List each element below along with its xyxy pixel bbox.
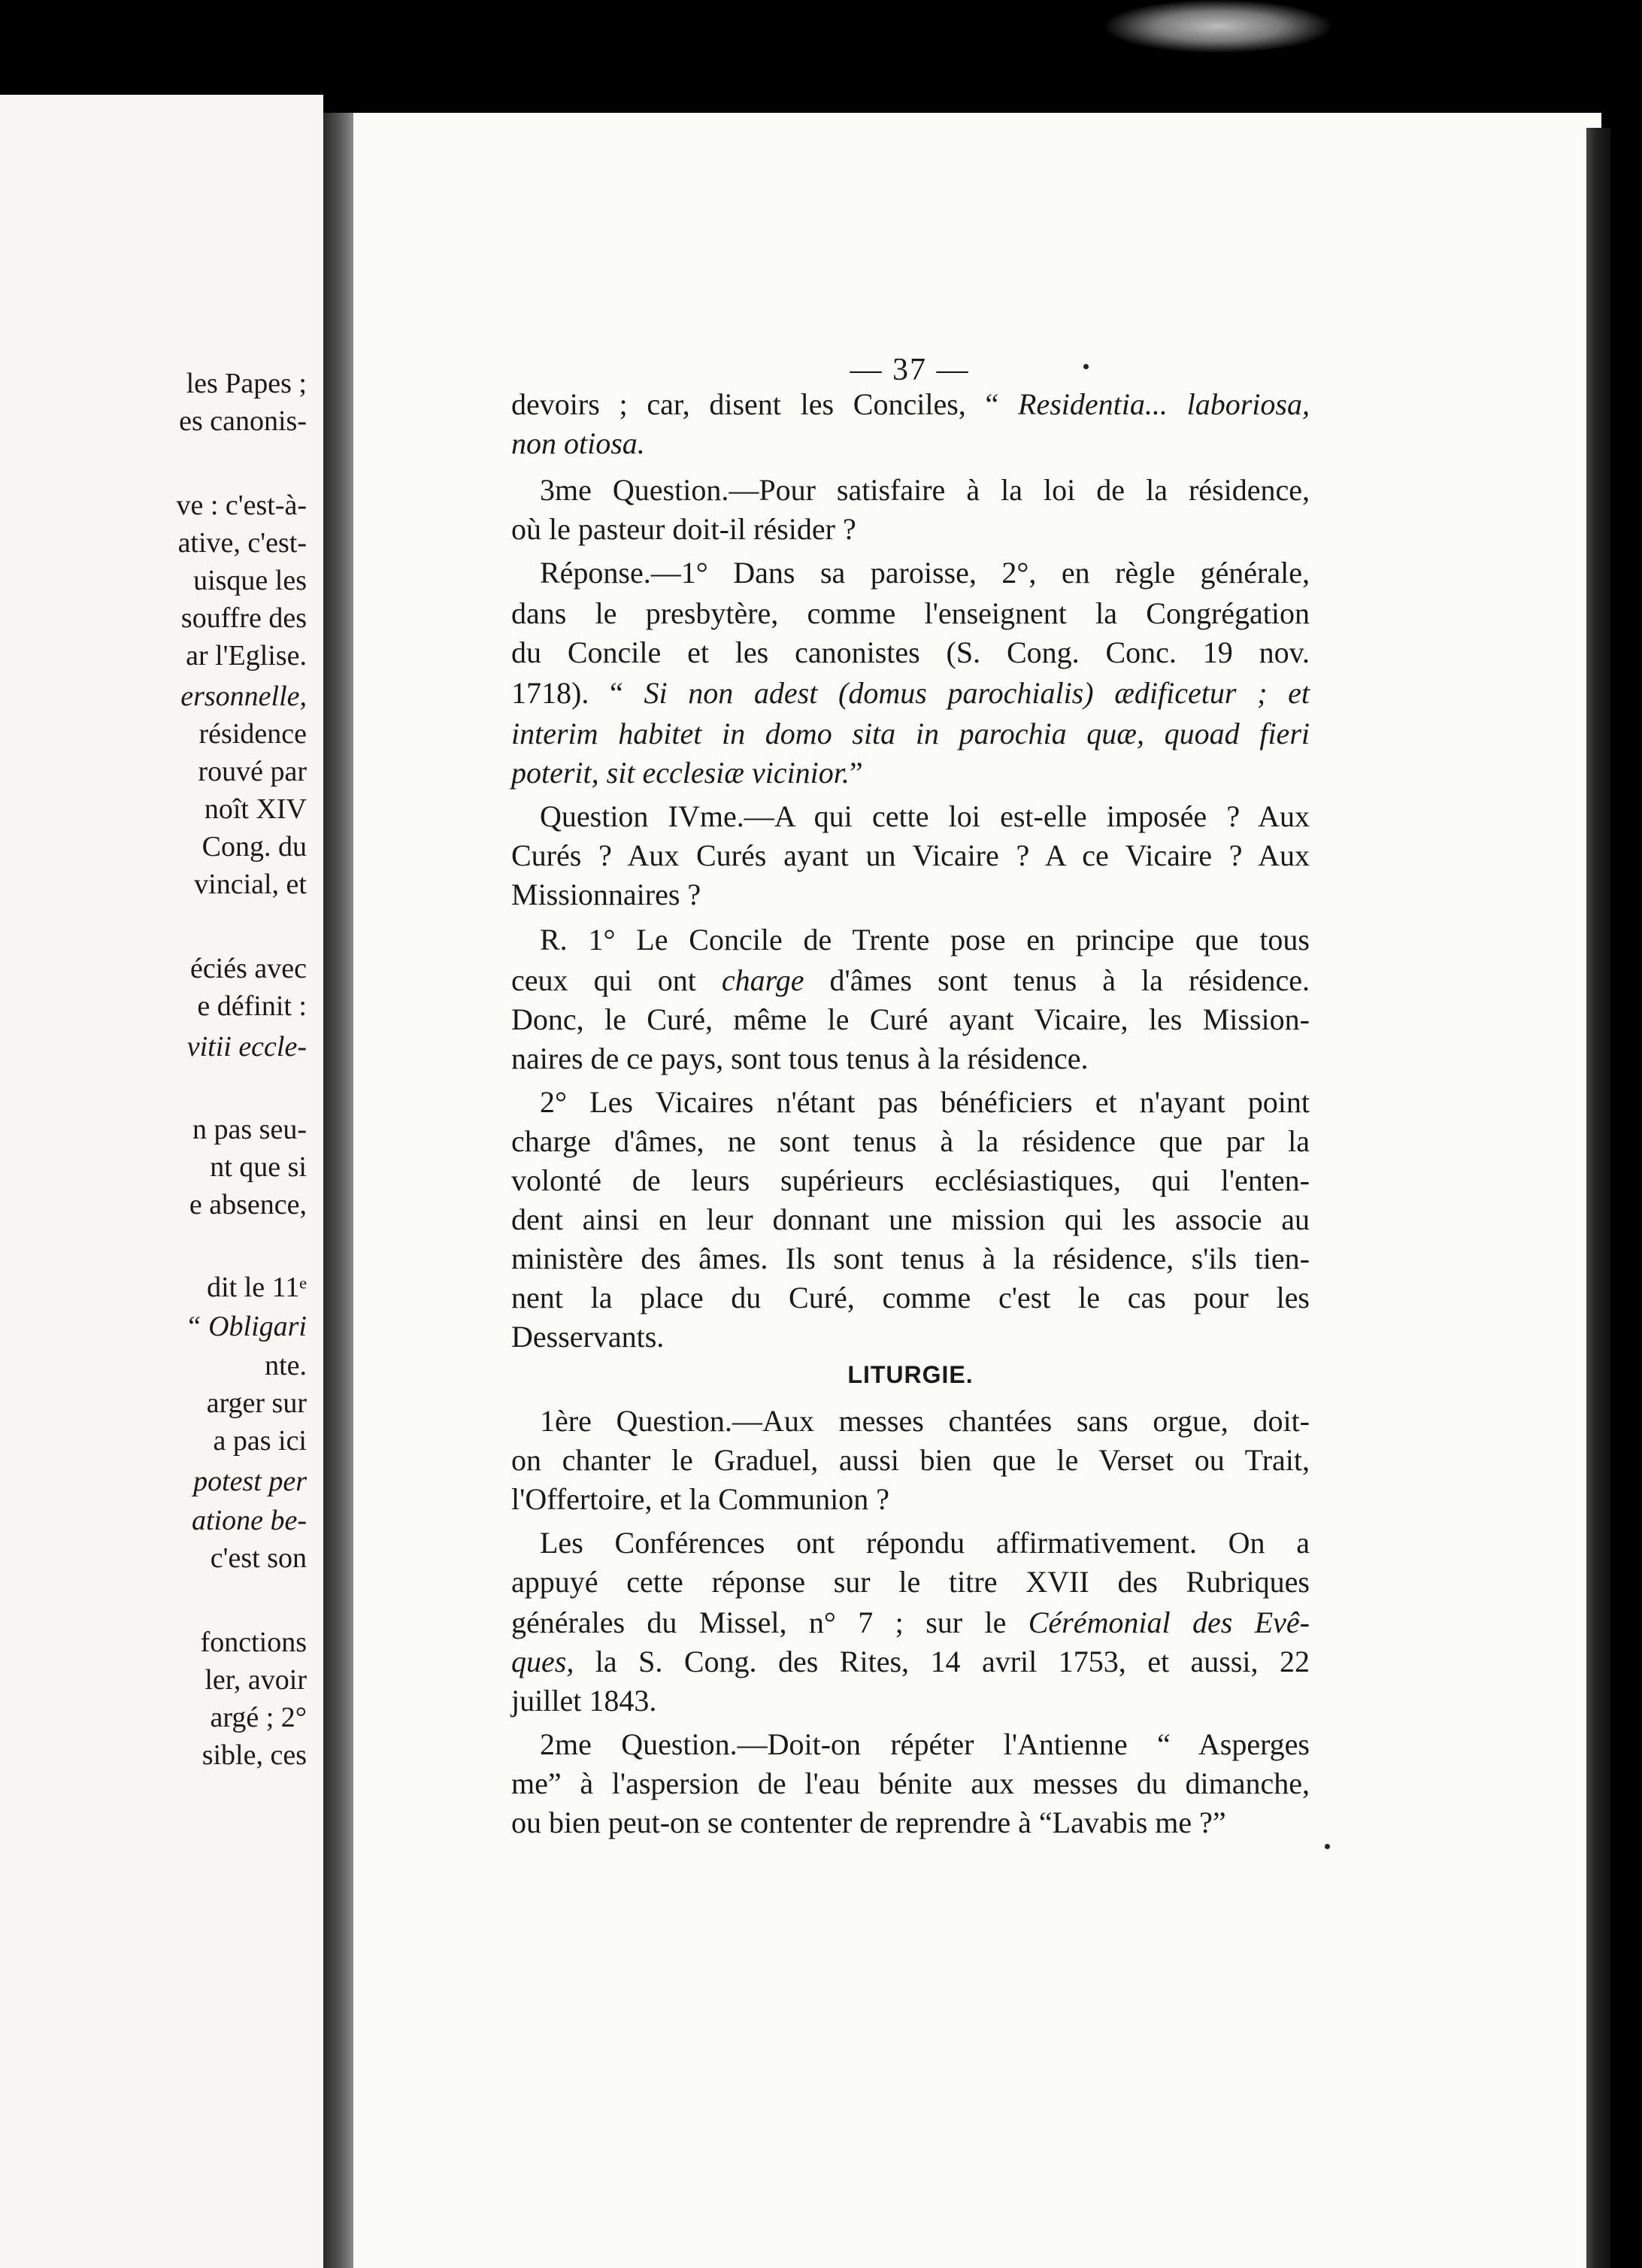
text-line: dent ainsi en leur donnant une mission qui les associe au — [511, 1202, 1310, 1236]
text-line — [511, 424, 1310, 463]
section-heading: LITURGIE. — [847, 1361, 974, 1388]
text-line — [511, 674, 1310, 713]
text-line: volonté de leurs supérieurs ecclésiastiques, qui l'enten- — [511, 1163, 1310, 1197]
torn-paper-fragment — [1105, 0, 1331, 53]
text-line — [511, 753, 1310, 793]
text-span: 1718). “ — [511, 676, 644, 710]
text-line: Question IVme.—A qui cette loi est-elle imposée ? Aux — [540, 799, 1310, 833]
print-speck — [1083, 364, 1089, 369]
previous-page-line: ative, c'est- — [177, 527, 307, 559]
text-line — [511, 1642, 1310, 1681]
text-line: 2° Les Vicaires n'étant pas bénéficiers et n'ayant point — [540, 1085, 1310, 1119]
previous-page-line: arger sur — [206, 1387, 307, 1419]
print-speck — [1325, 1844, 1330, 1849]
italic-text: poterit, sit ecclesiæ vicinior. — [511, 756, 850, 790]
previous-page-line: ar l'Eglise. — [186, 640, 307, 672]
italic-text: Residentia... laboriosa, — [1018, 387, 1310, 421]
text-line — [511, 385, 1310, 424]
text-line: juillet 1843. — [511, 1684, 657, 1718]
text-line: me” à l'aspersion de l'eau bénite aux messes du dimanche, — [511, 1766, 1310, 1800]
text-line — [511, 714, 1310, 753]
text-line: appuyé cette réponse sur le titre XVII des Rubriques — [511, 1565, 1310, 1599]
previous-page-line: vitii eccle- — [186, 1031, 307, 1063]
italic-text: charge — [721, 963, 804, 997]
text-line — [511, 961, 1310, 1000]
text-line: où le pasteur doit-il résider ? — [511, 512, 856, 546]
previous-page-line: argé ; 2° — [210, 1702, 307, 1733]
text-line: ministère des âmes. Ils sont tenus à la résidence, s'ils tien- — [511, 1242, 1310, 1275]
previous-page-line: ersonnelle, — [180, 681, 307, 712]
previous-page-line: “ Obligari — [185, 1311, 307, 1342]
italic-text: interim habitet in domo sita in parochia quæ, quoad fieri — [511, 717, 1310, 750]
text-line: nent la place du Curé, comme c'est le cas pour les — [511, 1281, 1310, 1314]
text-line: charge d'âmes, ne sont tenus à la résidence que par la — [511, 1124, 1310, 1158]
text-span: ” — [849, 756, 863, 790]
text-line — [511, 1603, 1310, 1642]
text-line: 2me Question.—Doit-on répéter l'Antienne “ Asperges — [540, 1727, 1310, 1761]
text-line: du Concile et les canonistes (S. Cong. Conc. 19 nov. — [511, 635, 1310, 669]
text-line: Réponse.—1° Dans sa paroisse, 2°, en règle générale, — [540, 556, 1310, 590]
previous-page-line: noît XIV — [204, 793, 307, 825]
previous-page-line: atione be- — [191, 1505, 307, 1536]
previous-page-line: éciés avec — [189, 953, 307, 984]
text-line: naires de ce pays, sont tous tenus à la résidence. — [511, 1042, 1089, 1075]
previous-page-line: sible, ces — [201, 1739, 307, 1771]
page-number: — 37 — — [850, 353, 970, 387]
previous-page-line: potest per — [193, 1466, 307, 1497]
italic-text: ques, — [511, 1645, 574, 1678]
text-line: 1ère Question.—Aux messes chantées sans orgue, doit- — [540, 1404, 1310, 1438]
previous-page-line: es canonis- — [179, 405, 307, 437]
previous-page — [0, 95, 323, 2268]
text-span: générales du Missel, n° 7 ; sur le — [511, 1605, 1029, 1639]
text-span: la S. Cong. des Rites, 14 avril 1753, et aussi, 22 — [574, 1645, 1310, 1678]
previous-page-line: ve : c'est-à- — [176, 490, 307, 521]
previous-page-line: uisque les — [193, 565, 307, 596]
previous-page-line: vincial, et — [194, 869, 307, 900]
text-line: ou bien peut-on se contenter de reprendre à “Lavabis me ?” — [511, 1806, 1226, 1839]
previous-page-line: e définit : — [197, 990, 307, 1022]
page-edge-shadow — [1586, 128, 1610, 2268]
text-line: R. 1° Le Concile de Trente pose en principe que tous — [540, 923, 1310, 957]
text-span: devoirs ; car, disent les Conciles, “ — [511, 387, 1019, 421]
previous-page-line: ler, avoir — [204, 1664, 307, 1696]
previous-page-line: nt que si — [210, 1151, 307, 1183]
previous-page-line: dit le 11ᵉ — [207, 1272, 307, 1303]
previous-page-line: e absence, — [189, 1189, 307, 1220]
text-line: dans le presbytère, comme l'enseignent la Congrégation — [511, 596, 1310, 630]
text-line: Curés ? Aux Curés ayant un Vicaire ? A ce Vicaire ? Aux — [511, 838, 1310, 872]
previous-page-line: souffre des — [180, 602, 307, 634]
text-line: 3me Question.—Pour satisfaire à la loi de la résidence, — [540, 473, 1310, 507]
previous-page-line: Cong. du — [201, 831, 307, 863]
previous-page-line: c'est son — [210, 1542, 307, 1574]
text-line: Desservants. — [511, 1320, 665, 1354]
previous-page-line: a pas ici — [213, 1425, 307, 1457]
previous-page-line: n pas seu- — [192, 1114, 307, 1145]
text-line: on chanter le Graduel, aussi bien que le Verset ou Trait, — [511, 1443, 1310, 1477]
italic-text: Cérémonial des Evê- — [1028, 1605, 1310, 1639]
italic-text: non otiosa. — [511, 426, 645, 460]
previous-page-line: nte. — [265, 1350, 307, 1381]
previous-page-line: rouvé par — [198, 756, 307, 787]
previous-page-line: les Papes ; — [186, 368, 307, 399]
text-line: l'Offertoire, et la Communion ? — [511, 1482, 890, 1516]
previous-page-line: fonctions — [200, 1627, 307, 1658]
text-span: ceux qui ont — [511, 963, 722, 997]
text-span: d'âmes sont tenus à la résidence. — [804, 963, 1310, 997]
text-line: Missionnaires ? — [511, 878, 701, 911]
italic-text: Si non adest (domus parochialis) ædificetur ; et — [644, 676, 1310, 710]
text-line: Donc, le Curé, même le Curé ayant Vicaire, les Mission- — [511, 1002, 1310, 1036]
previous-page-line: résidence — [198, 718, 307, 750]
text-line: Les Conférences ont répondu affirmativement. On a — [540, 1526, 1310, 1560]
